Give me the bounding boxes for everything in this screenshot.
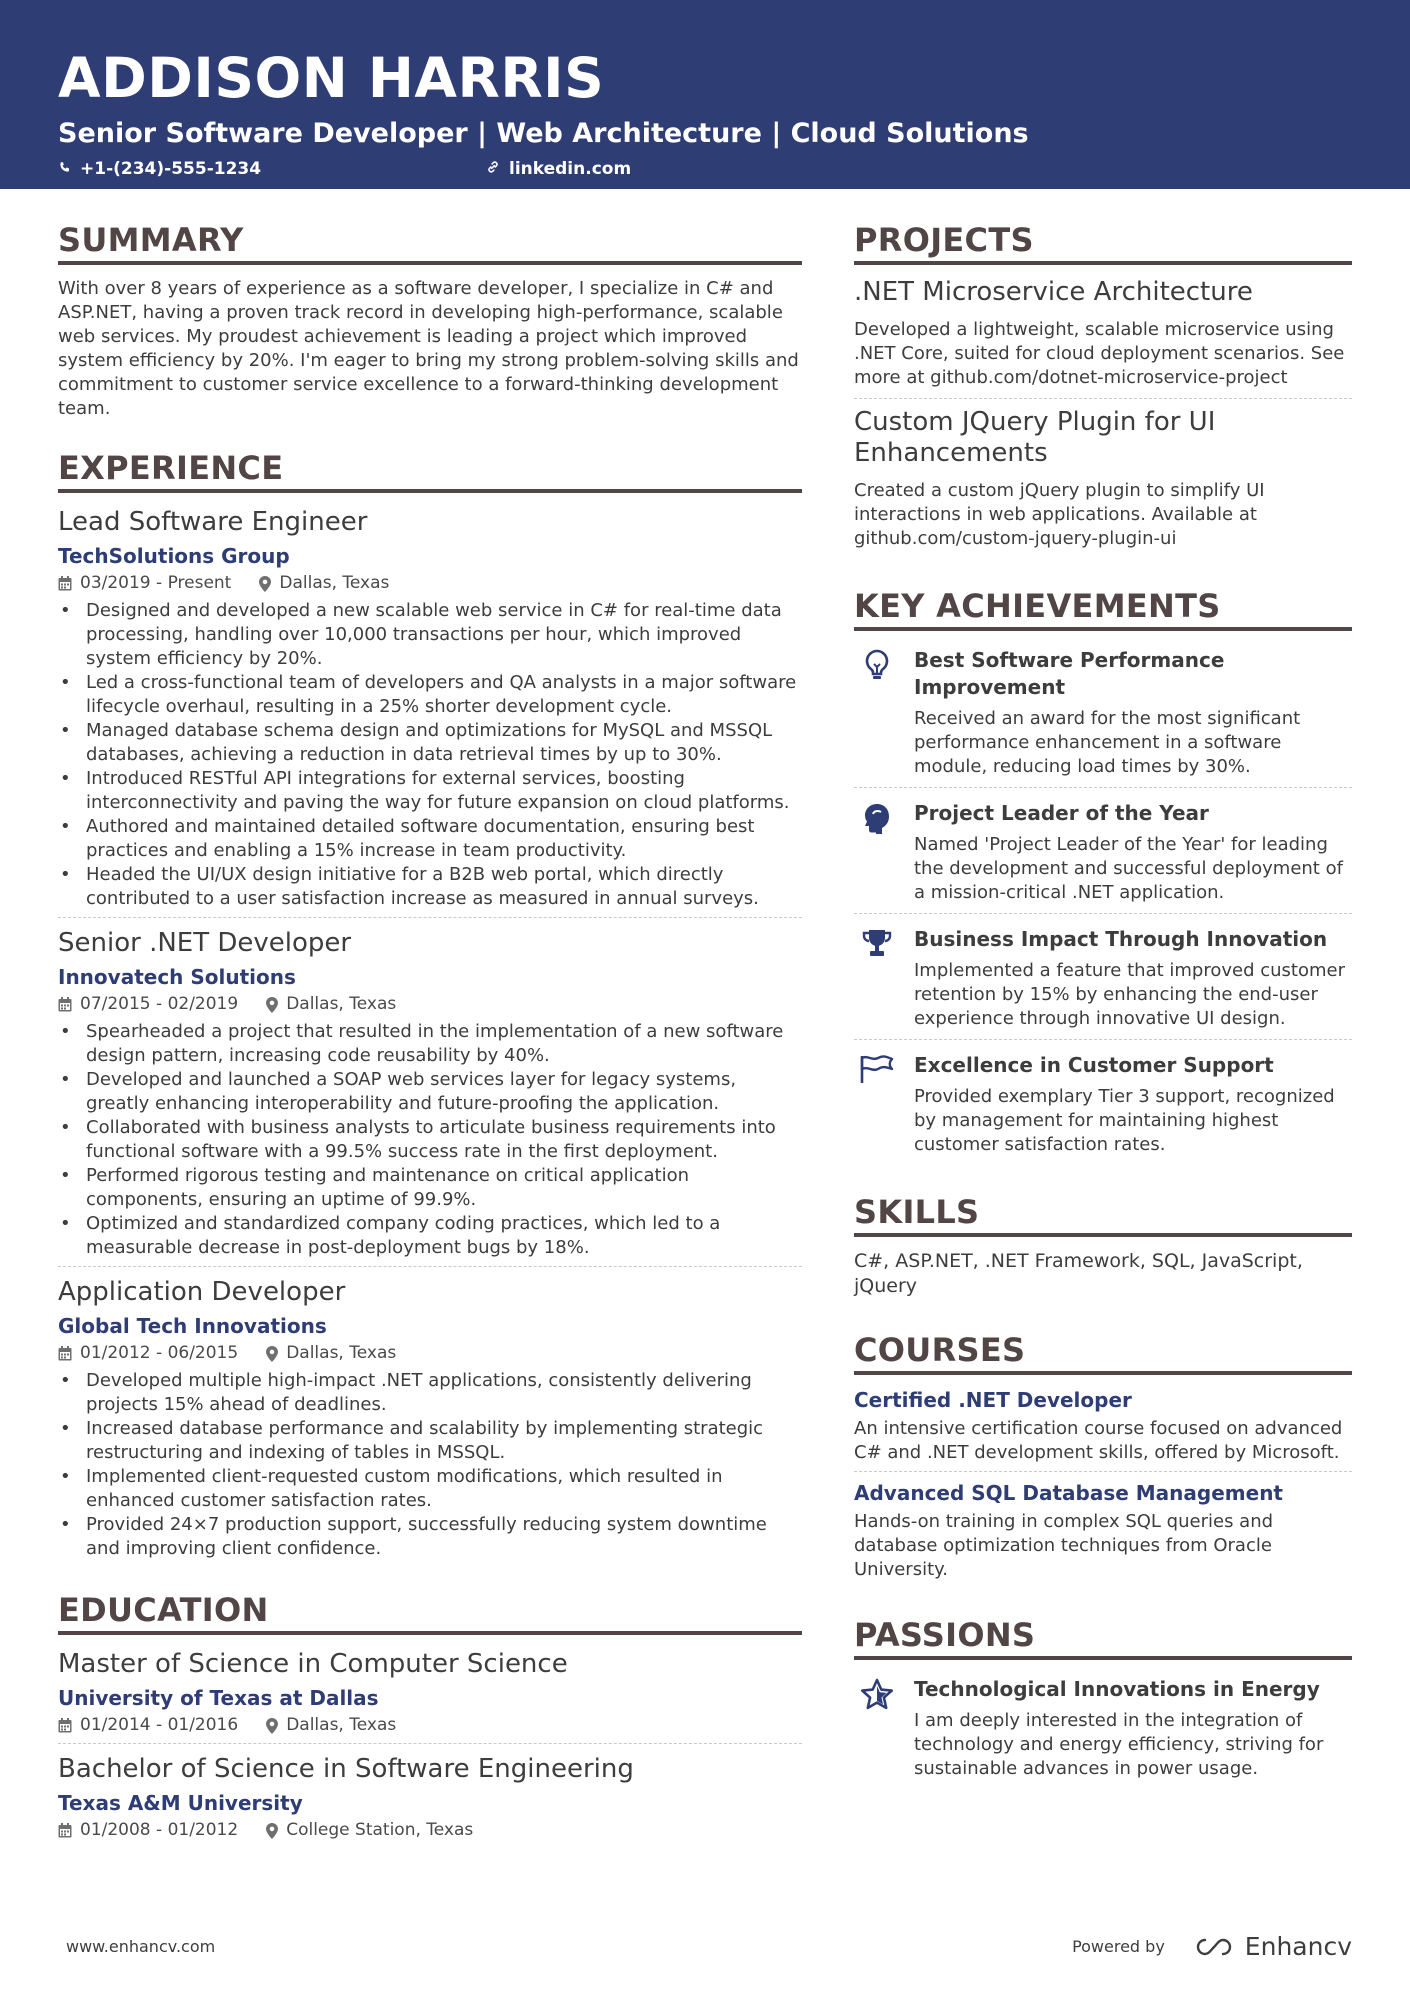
- brand-name: Enhancv: [1244, 1932, 1352, 1961]
- contact-phone: [58, 158, 486, 180]
- job-entry: [58, 1275, 802, 1567]
- achievement-title: Business Impact Through Innovation: [914, 927, 1328, 951]
- degree-title: Bachelor of Science in Software Engineering: [58, 1754, 634, 1784]
- achievement-title: Excellence in Customer Support: [914, 1053, 1274, 1077]
- achievement-entry: [854, 796, 1352, 914]
- job-location: Dallas, Texas: [279, 573, 390, 593]
- location-pin-icon: [266, 1346, 278, 1362]
- course-description: An intensive certification course focused on advanced C# and .NET development skills, offered by Microsoft.: [854, 1418, 1343, 1463]
- achievement-entry: [854, 1048, 1352, 1165]
- job-entry: [58, 926, 802, 1267]
- job-dates: 03/2019 - Present: [80, 573, 232, 593]
- passions-section: [854, 1614, 1352, 1789]
- course-entry: [854, 1480, 1352, 1588]
- achievements-title: KEY ACHIEVEMENTS: [854, 585, 1352, 631]
- school-name: Texas A&M University: [58, 1791, 303, 1815]
- link-icon: [486, 158, 509, 180]
- candidate-name: ADDISON HARRIS: [58, 46, 605, 110]
- enhancv-logo-icon: [1191, 1935, 1237, 1959]
- education-section: [58, 1589, 802, 1848]
- job-bullet: • Developed and launched a SOAP web services layer for legacy systems, greatly enhancing interoperability and future-proofing the application.: [58, 1068, 802, 1116]
- project-entry: [854, 407, 1352, 559]
- courses-section: [854, 1329, 1352, 1588]
- job-location: Dallas, Texas: [286, 1343, 397, 1363]
- star-icon: [854, 1676, 914, 1781]
- experience-section: [58, 447, 802, 1567]
- project-description: Created a custom jQuery plugin to simplify UI interactions in web applications. Available at github.com/custom-jquery-plugin-ui: [854, 480, 1265, 549]
- summary-text: With over 8 years of experience as a software developer, I specialize in C# and ASP.NET, having a proven track record in developing high-performance, scalable web services. My proudest achievement is leading a project which improved system efficiency by 20%. I'm eager to bring my strong problem-solving skills and commitment to customer service excellence to a forward-thinking development team.: [58, 278, 799, 419]
- degree-title: Master of Science in Computer Science: [58, 1649, 568, 1679]
- passion-title: Technological Innovations in Energy: [914, 1677, 1320, 1701]
- left-column: [58, 219, 802, 1874]
- course-description: Hands-on training in complex SQL queries and database optimization techniques from Oracle University.: [854, 1511, 1274, 1580]
- achievement-title: Best Software Performance Improvement: [914, 648, 1225, 699]
- job-bullet: • Provided 24×7 production support, successfully reducing system downtime and improving client confidence.: [58, 1513, 802, 1561]
- head-icon: [854, 800, 914, 905]
- location-pin-icon: [266, 997, 278, 1013]
- job-bullet: • Designed and developed a new scalable web service in C# for real-time data processing, handling over 10,000 transactions per hour, which improved system efficiency by 20%.: [58, 599, 802, 671]
- job-bullets: [58, 1369, 802, 1561]
- location-pin-icon: [266, 1718, 278, 1734]
- flag-icon: [854, 1052, 914, 1157]
- job-bullet: • Increased database performance and scalability by implementing strategic restructuring and indexing of tables in MSSQL.: [58, 1417, 802, 1465]
- achievement-description: Named 'Project Leader of the Year' for leading the development and successful deployment of a mission-critical .NET application.: [914, 834, 1343, 903]
- powered-by-text: Powered by: [1072, 1937, 1165, 1956]
- company-name: Innovatech Solutions: [58, 965, 296, 989]
- contact-linkedin[interactable]: [486, 158, 631, 180]
- education-dates: 01/2014 - 01/2016: [80, 1715, 239, 1735]
- education-meta: [58, 1819, 802, 1842]
- achievement-title: Project Leader of the Year: [914, 801, 1209, 825]
- job-bullet: • Led a cross-functional team of developers and QA analysts in a major software lifecycle overhaul, resulting in a 25% shorter development cycle.: [58, 671, 802, 719]
- experience-title: EXPERIENCE: [58, 447, 802, 493]
- calendar-icon: [58, 576, 72, 591]
- achievement-description: Received an award for the most significant performance enhancement in a software module, reducing load times by 30%.: [914, 708, 1301, 777]
- phone-text: +1-(234)-555-1234: [80, 159, 262, 179]
- candidate-tagline: Senior Software Developer | Web Architecture | Cloud Solutions: [58, 118, 1029, 149]
- company-name: Global Tech Innovations: [58, 1314, 327, 1338]
- footer-website[interactable]: www.enhancv.com: [66, 1937, 216, 1956]
- job-bullet: • Collaborated with business analysts to articulate business requirements into functional software with a 99.5% success rate in the first deployment.: [58, 1116, 802, 1164]
- education-entry: [58, 1647, 802, 1744]
- job-meta: [58, 993, 802, 1016]
- calendar-icon: [58, 1346, 72, 1361]
- passion-entry: [854, 1672, 1352, 1789]
- phone-icon: [58, 158, 80, 180]
- passion-description: I am deeply interested in the integration of technology and energy efficiency, striving for sustainable advances in power usage.: [914, 1710, 1324, 1779]
- course-entry: [854, 1387, 1352, 1472]
- job-bullets: [58, 1020, 802, 1260]
- project-title: .NET Microservice Architecture: [854, 277, 1253, 307]
- education-title: EDUCATION: [58, 1589, 802, 1635]
- job-dates: 01/2012 - 06/2015: [80, 1343, 239, 1363]
- job-dates: 07/2015 - 02/2019: [80, 994, 239, 1014]
- job-title: Lead Software Engineer: [58, 507, 368, 537]
- contact-bar: [58, 158, 1352, 180]
- job-title: Application Developer: [58, 1277, 346, 1307]
- footer-brand: [1072, 1932, 1352, 1961]
- skills-text: C#, ASP.NET, .NET Framework, SQL, JavaScript, jQuery: [854, 1250, 1303, 1297]
- linkedin-text[interactable]: linkedin.com: [509, 159, 632, 179]
- job-entry: [58, 505, 802, 918]
- company-name: TechSolutions Group: [58, 544, 290, 568]
- skills-section: [854, 1191, 1352, 1299]
- courses-title: COURSES: [854, 1329, 1352, 1375]
- job-meta: [58, 1342, 802, 1365]
- job-bullet: • Introduced RESTful API integrations for external services, boosting interconnectivity and paving the way for future expansion on cloud platforms.: [58, 767, 802, 815]
- education-location: Dallas, Texas: [286, 1715, 397, 1735]
- project-title: Custom JQuery Plugin for UI Enhancements: [854, 407, 1216, 468]
- education-entry: [58, 1752, 802, 1848]
- job-bullet: • Developed multiple high-impact .NET applications, consistently delivering projects 15% ahead of deadlines.: [58, 1369, 802, 1417]
- calendar-icon: [58, 997, 72, 1012]
- project-description: Developed a lightweight, scalable microservice using .NET Core, suited for cloud deployment scenarios. See more at github.com/dotnet-microservice-project: [854, 319, 1345, 388]
- job-title: Senior .NET Developer: [58, 928, 352, 958]
- course-title: Advanced SQL Database Management: [854, 1481, 1283, 1505]
- calendar-icon: [58, 1823, 72, 1838]
- job-bullet: • Headed the UI/UX design initiative for a B2B web portal, which directly contributed to a user satisfaction increase as measured in annual surveys.: [58, 863, 802, 911]
- job-bullet: • Managed database schema design and optimizations for MySQL and MSSQL databases, achieving a reduction in data retrieval times by up to 30%.: [58, 719, 802, 767]
- job-location: Dallas, Texas: [286, 994, 397, 1014]
- passions-title: PASSIONS: [854, 1614, 1352, 1660]
- course-title: Certified .NET Developer: [854, 1388, 1132, 1412]
- achievement-description: Implemented a feature that improved customer retention by 15% by enhancing the end-user experience through innovative UI design.: [914, 960, 1345, 1029]
- location-pin-icon: [259, 576, 271, 592]
- job-bullet: • Performed rigorous testing and maintenance on critical application components, ensuring an uptime of 99.9%.: [58, 1164, 802, 1212]
- achievement-entry: [854, 922, 1352, 1040]
- resume-header: [0, 0, 1410, 189]
- achievement-description: Provided exemplary Tier 3 support, recognized by management for maintaining highest customer satisfaction rates.: [914, 1086, 1335, 1155]
- education-dates: 01/2008 - 01/2012: [80, 1820, 239, 1840]
- projects-section: [854, 219, 1352, 559]
- page-footer: [66, 1932, 1352, 1961]
- enhancv-logo[interactable]: [1191, 1932, 1352, 1961]
- job-meta: [58, 572, 802, 595]
- right-column: [854, 219, 1352, 1815]
- calendar-icon: [58, 1718, 72, 1733]
- summary-section: [58, 219, 802, 421]
- lightbulb-icon: [854, 647, 914, 779]
- trophy-icon: [854, 926, 914, 1031]
- job-bullet: • Optimized and standardized company coding practices, which led to a measurable decrease in post-deployment bugs by 18%.: [58, 1212, 802, 1260]
- project-entry: [854, 277, 1352, 399]
- school-name: University of Texas at Dallas: [58, 1686, 379, 1710]
- summary-title: SUMMARY: [58, 219, 802, 265]
- education-location: College Station, Texas: [286, 1820, 474, 1840]
- job-bullet: • Authored and maintained detailed software documentation, ensuring best practices and enabling a 15% increase in team productivity.: [58, 815, 802, 863]
- skills-title: SKILLS: [854, 1191, 1352, 1237]
- job-bullets: [58, 599, 802, 911]
- achievements-section: [854, 585, 1352, 1165]
- job-bullet: • Spearheaded a project that resulted in the implementation of a new software design pattern, increasing code reusability by 40%.: [58, 1020, 802, 1068]
- achievement-entry: [854, 643, 1352, 788]
- projects-title: PROJECTS: [854, 219, 1352, 265]
- education-meta: [58, 1714, 802, 1737]
- location-pin-icon: [266, 1823, 278, 1839]
- job-bullet: • Implemented client-requested custom modifications, which resulted in enhanced customer satisfaction rates.: [58, 1465, 802, 1513]
